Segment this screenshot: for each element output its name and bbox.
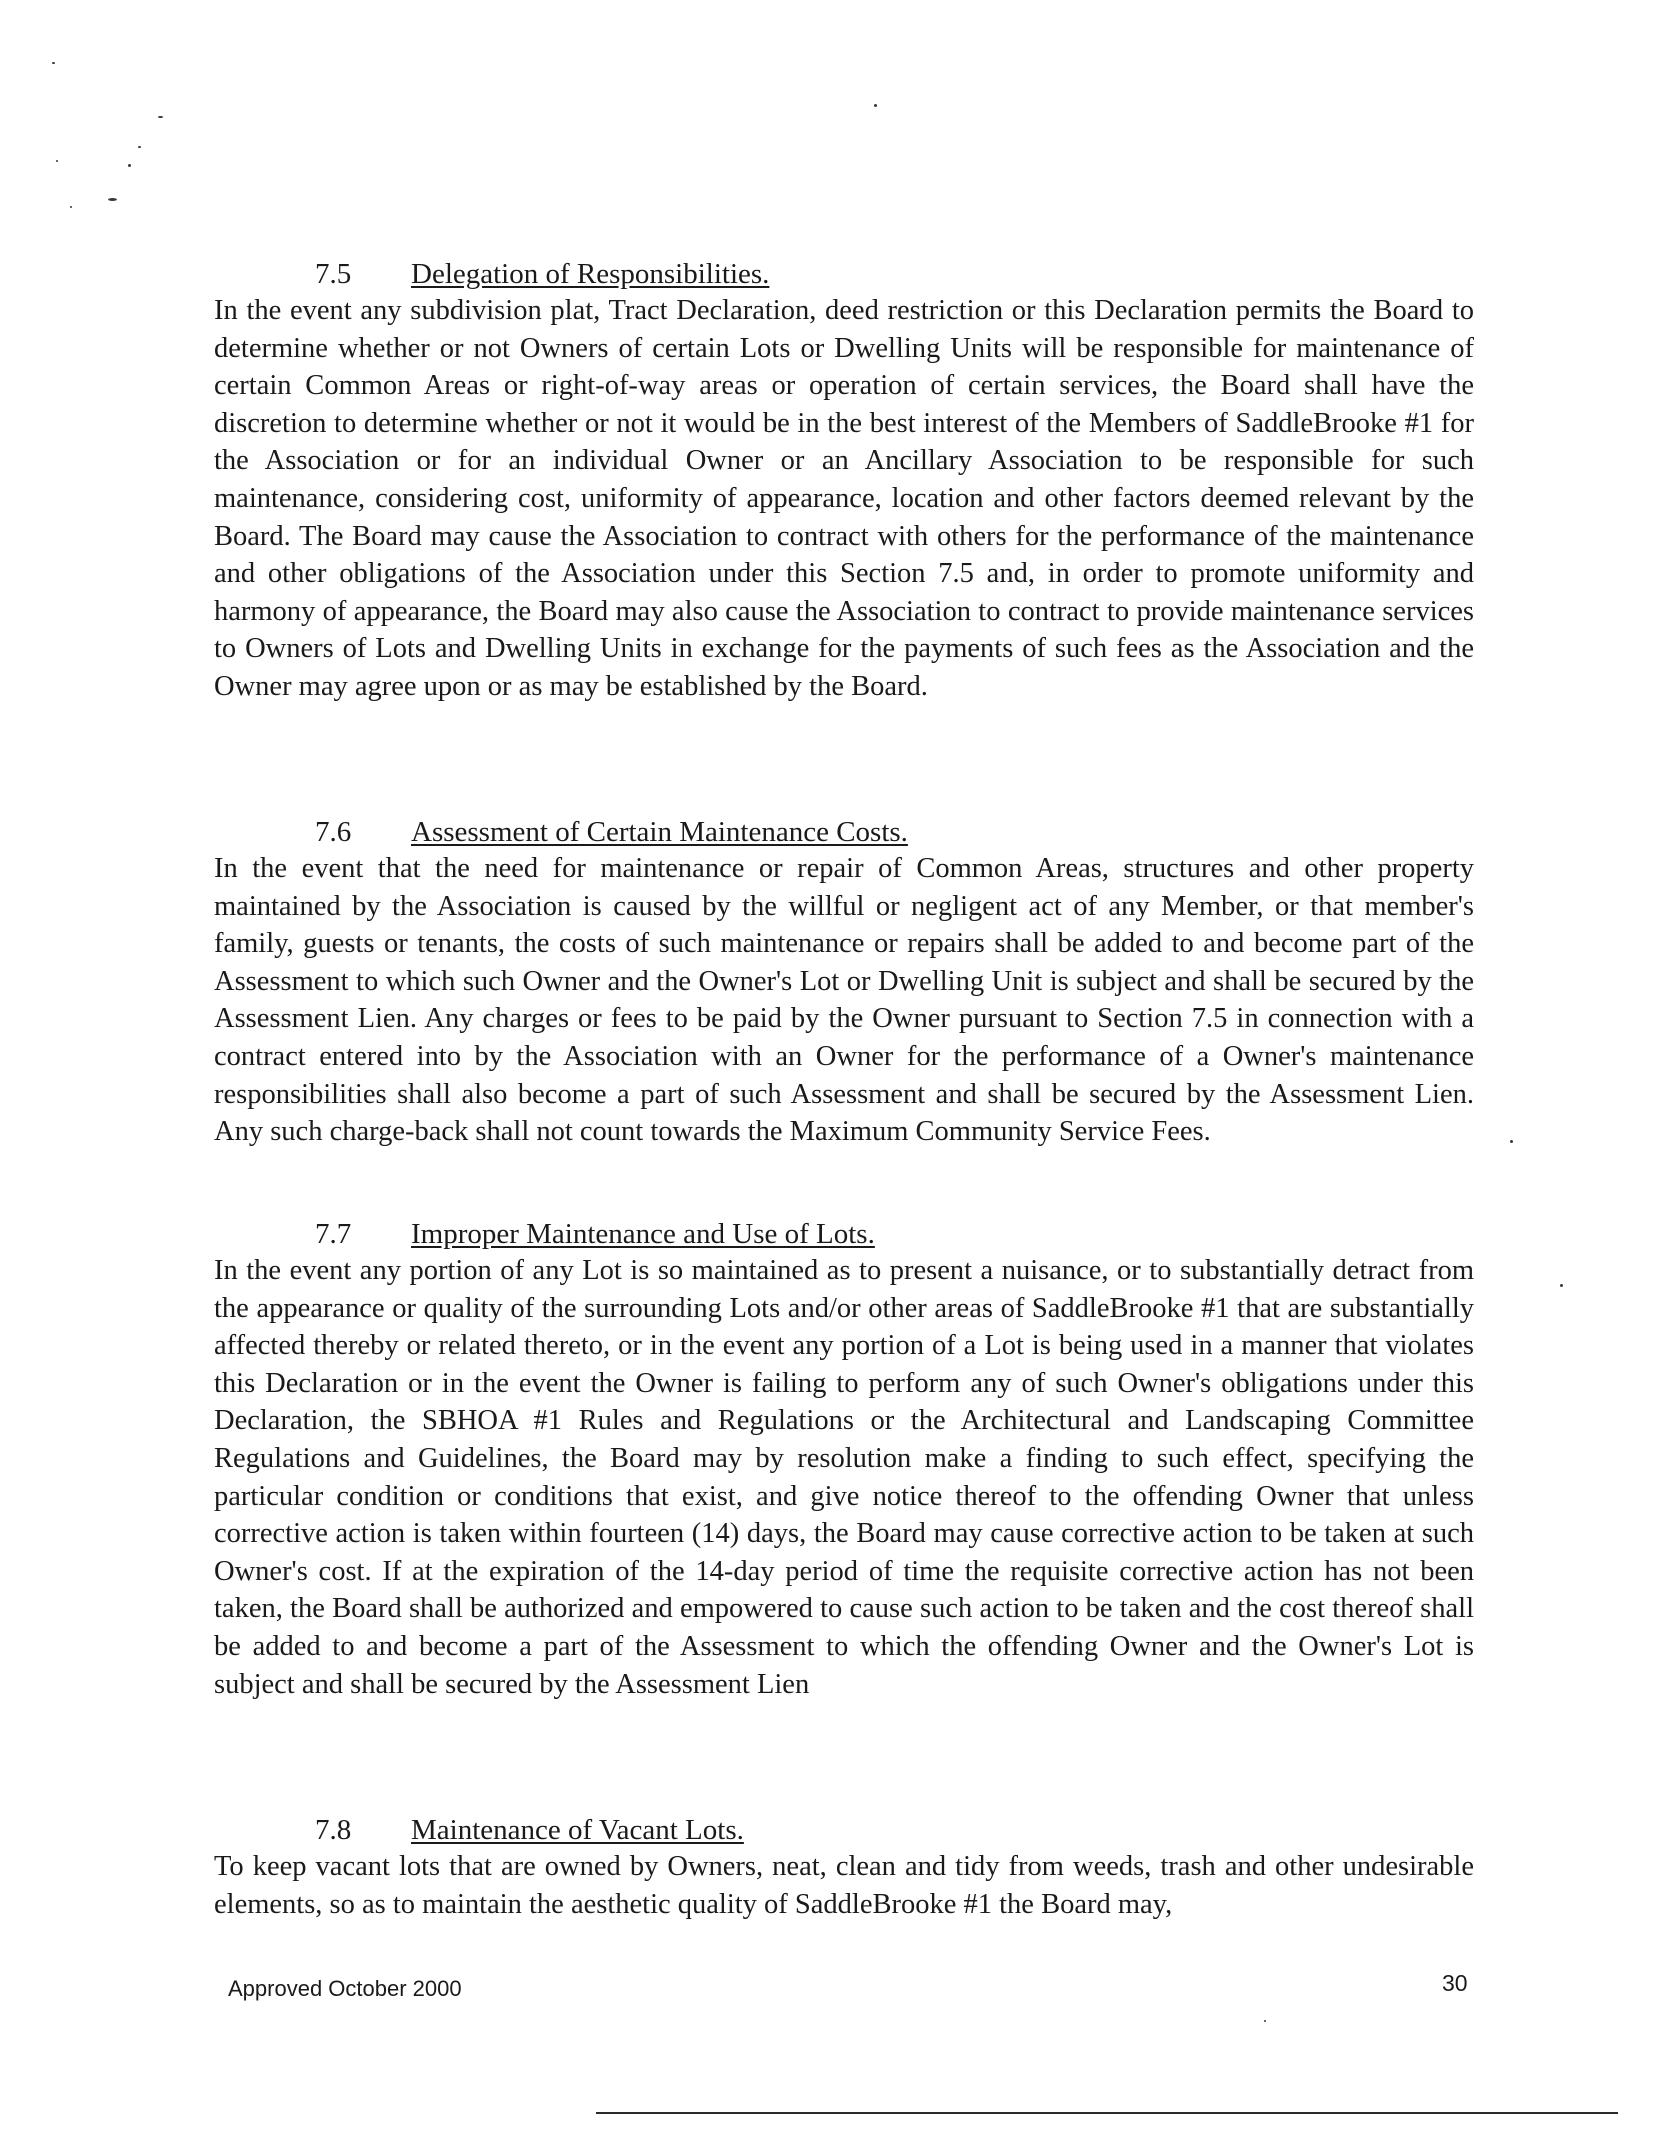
section-number: 7.5 <box>315 258 352 290</box>
scan-speck <box>52 62 55 64</box>
section-number: 7.7 <box>315 1218 352 1250</box>
section-body: To keep vacant lots that are owned by Owners, neat, clean and tidy from weeds, trash and other undesirable elements, so as to maintain the aesthetic quality of SaddleBrooke #1 the Board may, <box>214 1851 1474 1920</box>
section-number: 7.6 <box>315 816 352 848</box>
section-title: Maintenance of Vacant Lots. <box>411 1814 744 1846</box>
section-7-6 <box>214 814 1474 1151</box>
bottom-rule <box>596 2112 1618 2114</box>
approval-note: Approved October 2000 <box>228 1976 462 2001</box>
page-number: 30 <box>1442 1970 1468 1996</box>
section-heading <box>315 1216 1474 1252</box>
scan-speck <box>128 164 131 167</box>
scan-speck <box>1560 1284 1563 1287</box>
scan-speck <box>56 160 58 162</box>
section-heading <box>315 814 1474 850</box>
section-heading <box>315 256 1474 292</box>
scan-speck <box>138 146 141 148</box>
section-title: Assessment of Certain Maintenance Costs. <box>411 816 908 848</box>
section-title: Improper Maintenance and Use of Lots. <box>411 1218 875 1250</box>
section-body: In the event any subdivision plat, Tract Declaration, deed restriction or this Declaration permits the Board to determine whether or not Owners of certain Lots or Dwelling Units will be responsible for maintenance of certain Common Areas or right-of-way areas or operation of certain services, the Board shall have the discretion to determine whether or not it would be in the best interest of the Members of SaddleBrooke #1 for the Association or for an individual Owner or an Ancillary Association to be responsible for such maintenance, considering cost, uniformity of appearance, location and other factors deemed relevant by the Board. The Board may cause the Association to contract with others for the performance of the maintenance and other obligations of the Association under this Section 7.5 and, in order to promote uniformity and harmony of appearance, the Board may also cause the Association to contract to provide maintenance services to Owners of Lots and Dwelling Units in exchange for the payments of such fees as the Association and the Owner may agree upon or as may be established by the Board. <box>214 295 1474 702</box>
section-7-5 <box>214 256 1474 706</box>
scan-speck <box>1510 1140 1513 1143</box>
scan-speck <box>874 104 877 107</box>
section-number: 7.8 <box>315 1814 352 1846</box>
section-7-8 <box>214 1812 1474 1923</box>
scan-speck <box>108 198 117 201</box>
section-body: In the event that the need for maintenance or repair of Common Areas, structures and other property maintained by the Association is caused by the willful or negligent act of any Member, or that member's family, guests or tenants, the costs of such maintenance or repairs shall be added to and become part of the Assessment to which such Owner and the Owner's Lot or Dwelling Unit is subject and shall be secured by the Assessment Lien. Any charges or fees to be paid by the Owner pursuant to Section 7.5 in connection with a contract entered into by the Association with an Owner for the performance of a Owner's maintenance responsibilities shall also become a part of such Assessment and shall be secured by the Assessment Lien. Any such charge-back shall not count towards the Maximum Community Service Fees. <box>214 853 1474 1148</box>
scan-speck <box>70 206 72 208</box>
section-heading <box>315 1812 1474 1848</box>
scan-speck <box>158 116 163 118</box>
section-7-7 <box>214 1216 1474 1703</box>
section-title: Delegation of Responsibilities. <box>411 258 770 290</box>
section-body: In the event any portion of any Lot is so maintained as to present a nuisance, or to substantially detract from the appearance or quality of the surrounding Lots and/or other areas of SaddleBrooke #1 that are substantially affected thereby or related thereto, or in the event any portion of a Lot is being used in a manner that violates this Declaration or in the event the Owner is failing to perform any of such Owner's obligations under this Declaration, the SBHOA #1 Rules and Regulations or the Architectural and Landscaping Committee Regulations and Guidelines, the Board may by resolution make a finding to such effect, specifying the particular condition or conditions that exist, and give notice thereof to the offending Owner that unless corrective action is taken within fourteen (14) days, the Board may cause corrective action to be taken at such Owner's cost. If at the expiration of the 14-day period of time the requisite corrective action has not been taken, the Board shall be authorized and empowered to cause such action to be taken and the cost thereof shall be added to and become a part of the Assessment to which the offending Owner and the Owner's Lot is subject and shall be secured by the Assessment Lien <box>214 1255 1474 1700</box>
scan-speck <box>1264 2020 1266 2022</box>
